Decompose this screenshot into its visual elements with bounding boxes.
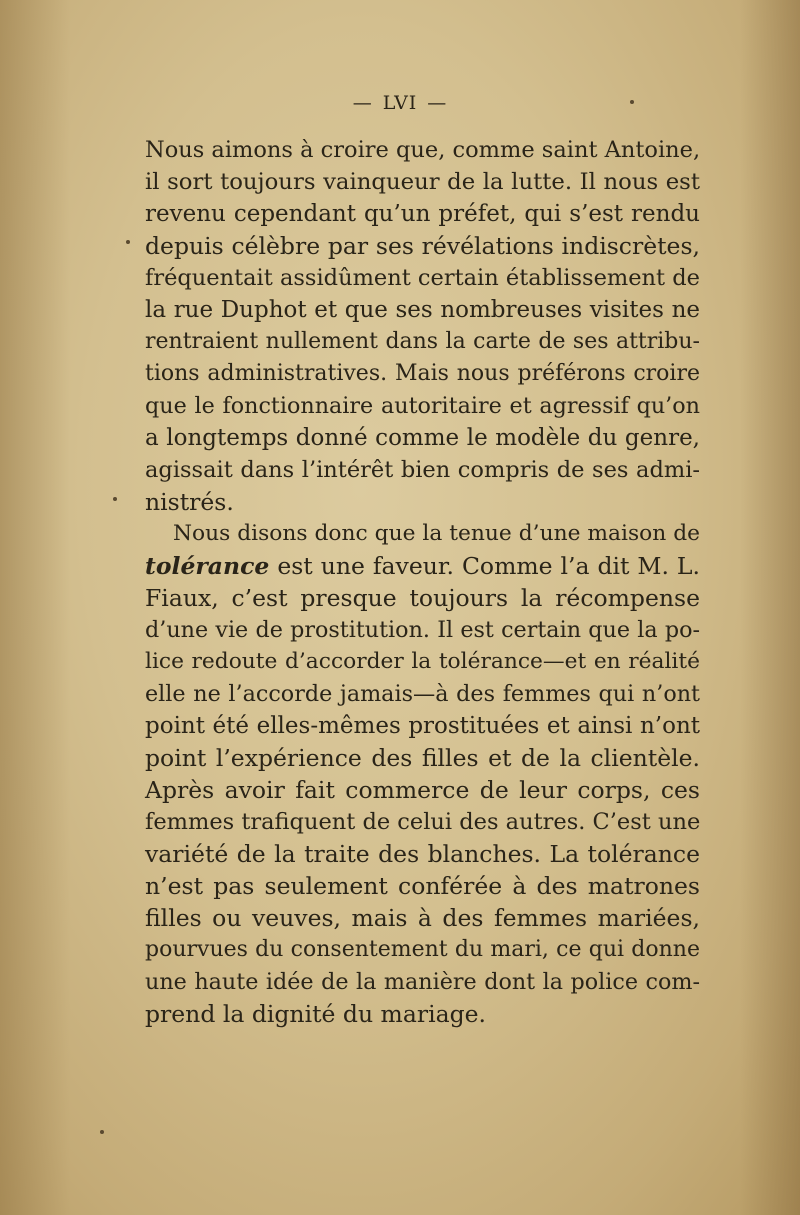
header-dash-left: — <box>352 92 373 114</box>
body-text <box>145 134 700 1030</box>
text-line: rentraient nullement dans la carte de ses attribu- <box>145 329 700 354</box>
text-line: femmes trafiquent de celui des autres. C’est une <box>145 809 701 835</box>
text-line: la rue Duphot et que ses nombreuses visites ne <box>145 297 700 323</box>
text-line: Nous disons donc que la tenue d’une maison de <box>173 521 700 546</box>
paragraph-2 <box>145 518 700 1030</box>
text-line: variété de la traite des blanches. La tolérance <box>145 840 700 868</box>
paper-speck <box>126 240 130 244</box>
text-line: prend la dignité du mariage. <box>145 1000 487 1028</box>
text-line: filles ou veuves, mais à des femmes mariées, <box>145 904 700 932</box>
italic-word: tolérance <box>145 552 270 580</box>
page-header <box>0 92 800 114</box>
text-line: que le fonctionnaire autoritaire et agressif qu’on <box>145 393 700 419</box>
text-fragment: est une faveur. Comme l’a dit M. L. <box>269 552 700 580</box>
text-line: Après avoir fait commerce de leur corps, ces <box>145 776 700 804</box>
header-dash-right: — <box>427 92 448 114</box>
text-line: point l’expérience des filles et de la clientèle. <box>145 744 700 772</box>
paper-speck <box>630 100 634 104</box>
text-line: d’une vie de prostitution. Il est certain que la po- <box>145 617 700 643</box>
paper-speck <box>113 497 117 501</box>
paper-speck <box>100 1130 104 1134</box>
text-line: Fiaux, c’est presque toujours la récompense <box>145 584 700 612</box>
text-line: elle ne l’accorde jamais—à des femmes qui n’ont <box>145 681 700 707</box>
text-line-with-italic <box>145 550 700 582</box>
text-line: tions administratives. Mais nous préférons croire <box>145 361 700 386</box>
text-line: fréquentait assidûment certain établissement de <box>145 265 700 291</box>
text-line: n’est pas seulement conférée à des matrones <box>145 872 700 900</box>
page-number: LVI <box>382 92 418 114</box>
text-line: revenu cependant qu’un préfet, qui s’est rendu <box>145 201 700 227</box>
text-line: il sort toujours vainqueur de la lutte. Il nous est <box>145 169 700 195</box>
text-line: pourvues du consentement du mari, ce qui donne <box>145 937 700 962</box>
text-line: lice redoute d’accorder la tolérance—et en réalité <box>145 649 700 674</box>
text-line: Nous aimons à croire que, comme saint Antoine, <box>145 137 701 163</box>
text-line: une haute idée de la manière dont la police com- <box>145 969 700 995</box>
text-line: nistrés. <box>145 488 234 516</box>
text-line: agissait dans l’intérêt bien compris de ses admi- <box>145 457 700 483</box>
text-line: depuis célèbre par ses révélations indiscrètes, <box>145 232 700 260</box>
text-line: a longtemps donné comme le modèle du genre, <box>145 425 700 451</box>
paragraph-1 <box>145 134 700 518</box>
text-line: point été elles-mêmes prostituées et ainsi n’ont <box>145 713 700 739</box>
